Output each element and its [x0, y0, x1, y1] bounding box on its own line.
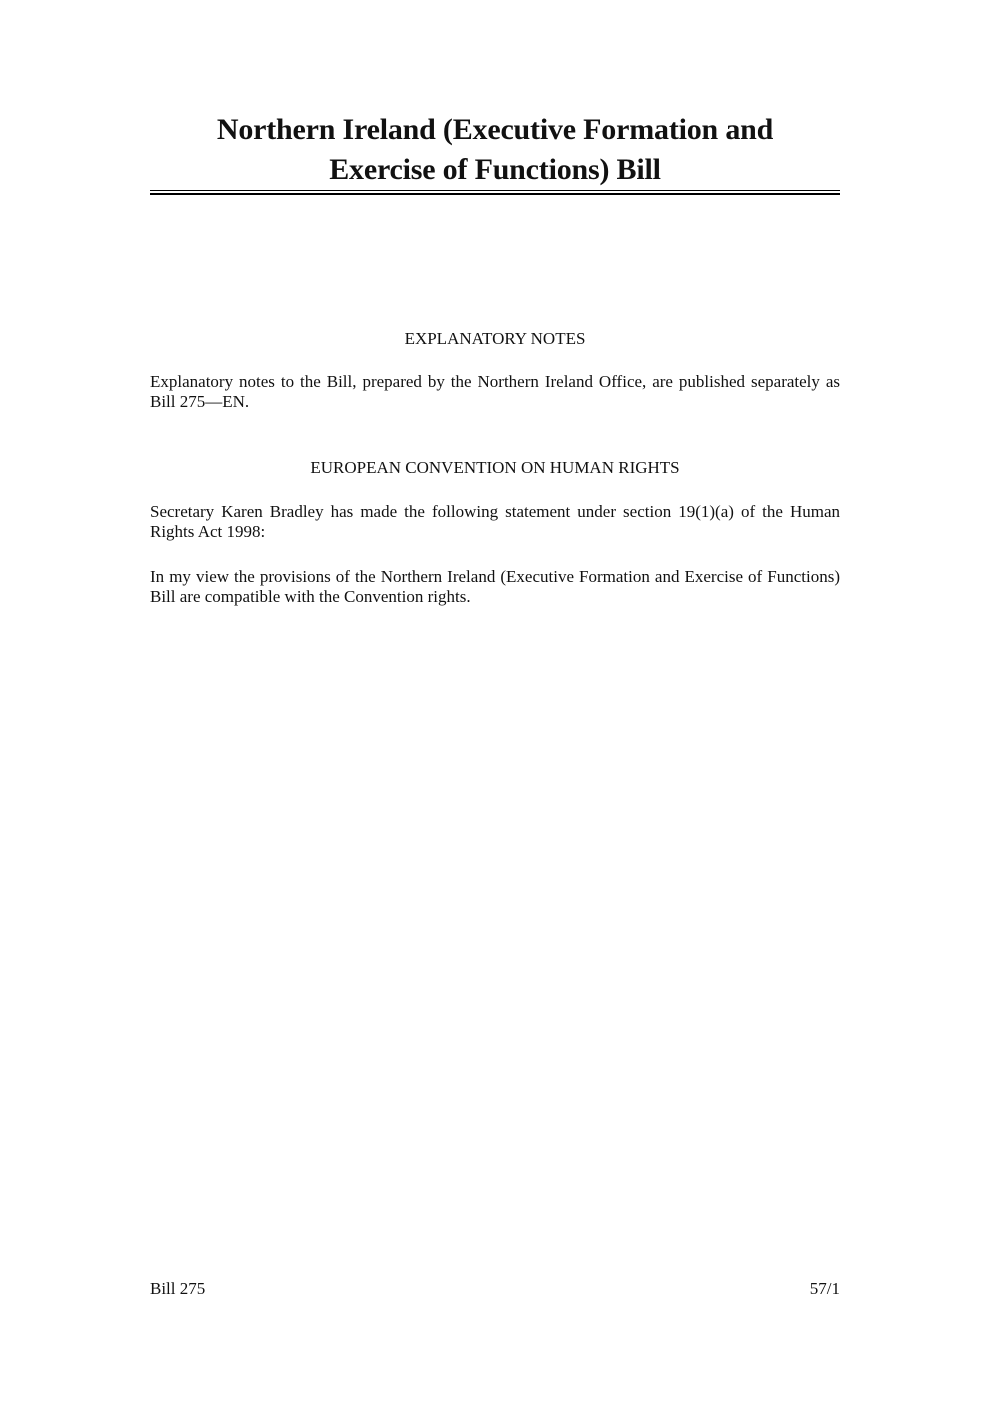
echr-statement-paragraph: Secretary Karen Bradley has made the following statement under section 19(1)(a) of the Human Rights Act 1998: [150, 502, 840, 541]
echr-heading: EUROPEAN CONVENTION ON HUMAN RIGHTS [310, 458, 680, 477]
title-rule-thick [150, 193, 840, 195]
footer-session-ref: 57/1 [809, 1279, 840, 1298]
explanatory-notes-paragraph: Explanatory notes to the Bill, prepared by the Northern Ireland Office, are published separately as Bill 275—EN. [150, 372, 840, 411]
title-rule-thin [150, 190, 840, 191]
bill-title-line-2: Exercise of Functions) Bill [329, 153, 661, 186]
bill-title [150, 110, 840, 190]
compatibility-paragraph: In my view the provisions of the Northern Ireland (Executive Formation and Exercise of Functions) Bill are compatible with the Convention rights. [150, 567, 840, 606]
bill-title-line-1: Northern Ireland (Executive Formation and [216, 113, 774, 146]
footer-bill-number: Bill 275 [150, 1279, 206, 1298]
explanatory-notes-heading: EXPLANATORY NOTES [404, 329, 586, 348]
